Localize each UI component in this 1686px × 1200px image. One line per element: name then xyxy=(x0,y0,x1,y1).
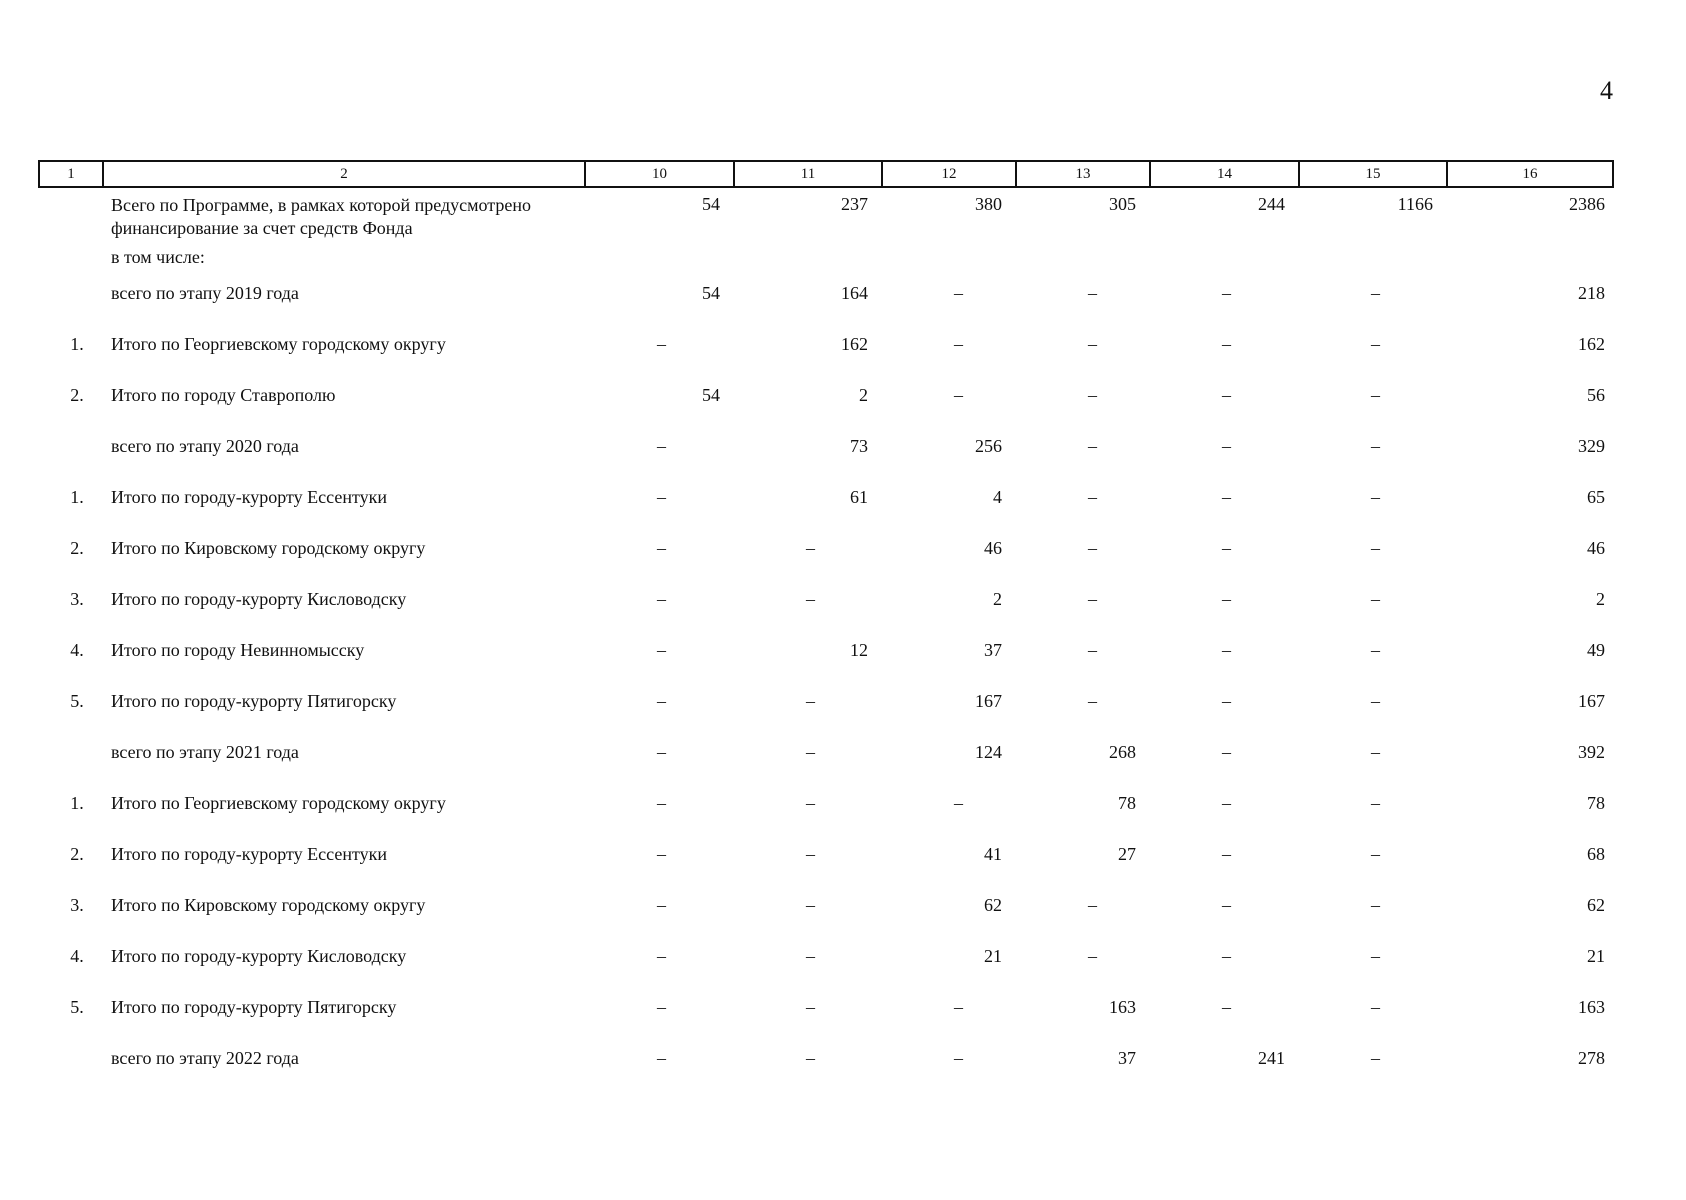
value-cell-c13: – xyxy=(1088,334,1097,354)
value-cell-c15: – xyxy=(1371,793,1380,813)
value-cell-c12: 4 xyxy=(993,487,1002,507)
header-cell: 16 xyxy=(1447,161,1613,187)
header-cell: 1 xyxy=(39,161,103,187)
value-cell-c11: – xyxy=(806,946,815,966)
value-cell-c15: – xyxy=(1371,487,1380,507)
value-cell-c10 xyxy=(585,246,734,268)
value-cell-c11: 61 xyxy=(850,487,868,507)
value-cell-c12: – xyxy=(954,793,963,813)
value-cell-c12: 2 xyxy=(993,589,1002,609)
table-row xyxy=(39,268,1613,319)
row-label: всего по этапу 2020 года xyxy=(111,436,299,456)
value-cell-c14: – xyxy=(1222,385,1231,405)
row-number xyxy=(39,1033,103,1084)
table-row xyxy=(39,829,1613,880)
value-cell-c13: 37 xyxy=(1118,1048,1136,1068)
value-cell-c12: 37 xyxy=(984,640,1002,660)
value-cell-c12: 62 xyxy=(984,895,1002,915)
value-cell-c14: – xyxy=(1222,334,1231,354)
value-cell-c13: – xyxy=(1088,640,1097,660)
table-row xyxy=(39,778,1613,829)
value-cell-c10: – xyxy=(657,538,666,558)
value-cell-c13 xyxy=(1016,246,1150,268)
row-number xyxy=(39,187,103,246)
value-cell-c10: 54 xyxy=(702,385,720,405)
value-cell-c13: 163 xyxy=(1109,997,1136,1017)
value-cell-c15: 1166 xyxy=(1397,194,1433,214)
row-number: 1. xyxy=(70,334,84,354)
value-cell-c11: 162 xyxy=(841,334,868,354)
value-cell-c12 xyxy=(882,246,1016,268)
row-number: 3. xyxy=(70,895,84,915)
table-row xyxy=(39,727,1613,778)
value-cell-c13: – xyxy=(1088,895,1097,915)
header-cell: 2 xyxy=(103,161,585,187)
value-cell-c11: 12 xyxy=(850,640,868,660)
value-cell-c16: 163 xyxy=(1578,997,1605,1017)
header-cell: 10 xyxy=(585,161,734,187)
value-cell-c16: 162 xyxy=(1578,334,1605,354)
header-cell: 13 xyxy=(1016,161,1150,187)
value-cell-c16: 218 xyxy=(1578,283,1605,303)
value-cell-c16: 2386 xyxy=(1569,194,1605,214)
value-cell-c11: – xyxy=(806,844,815,864)
value-cell-c15: – xyxy=(1371,742,1380,762)
table-row xyxy=(39,625,1613,676)
row-number: 5. xyxy=(70,997,84,1017)
value-cell-c12: 21 xyxy=(984,946,1002,966)
row-label: Итого по городу Ставрополю xyxy=(111,385,336,405)
value-cell-c10: – xyxy=(657,436,666,456)
value-cell-c10: – xyxy=(657,1048,666,1068)
value-cell-c12: – xyxy=(954,385,963,405)
value-cell-c16: 49 xyxy=(1587,640,1605,660)
value-cell-c16: 78 xyxy=(1587,793,1605,813)
row-label: Итого по Георгиевскому городскому округу xyxy=(111,793,446,813)
row-label: всего по этапу 2019 года xyxy=(111,283,299,303)
value-cell-c10: – xyxy=(657,640,666,660)
value-cell-c13: 78 xyxy=(1118,793,1136,813)
value-cell-c15: – xyxy=(1371,283,1380,303)
row-label: всего по этапу 2022 года xyxy=(111,1048,299,1068)
value-cell-c10: – xyxy=(657,793,666,813)
value-cell-c12: – xyxy=(954,283,963,303)
value-cell-c13: – xyxy=(1088,691,1097,711)
value-cell-c15: – xyxy=(1371,334,1380,354)
funding-table xyxy=(38,160,1614,1084)
value-cell-c14: – xyxy=(1222,487,1231,507)
row-label: Итого по городу-курорту Кисловодску xyxy=(111,946,407,966)
value-cell-c16: 392 xyxy=(1578,742,1605,762)
row-number: 1. xyxy=(70,487,84,507)
table-row xyxy=(39,370,1613,421)
row-label: всего по этапу 2021 года xyxy=(111,742,299,762)
value-cell-c16: 2 xyxy=(1596,589,1605,609)
value-cell-c11: – xyxy=(806,691,815,711)
value-cell-c11: – xyxy=(806,589,815,609)
value-cell-c15: – xyxy=(1371,844,1380,864)
value-cell-c14: – xyxy=(1222,283,1231,303)
page-number: 4 xyxy=(1600,76,1613,105)
value-cell-c15: – xyxy=(1371,385,1380,405)
value-cell-c12: – xyxy=(954,1048,963,1068)
row-number: 2. xyxy=(70,538,84,558)
value-cell-c15: – xyxy=(1371,538,1380,558)
value-cell-c13: – xyxy=(1088,385,1097,405)
value-cell-c15 xyxy=(1299,246,1447,268)
value-cell-c15: – xyxy=(1371,589,1380,609)
value-cell-c14: – xyxy=(1222,742,1231,762)
value-cell-c15: – xyxy=(1371,1048,1380,1068)
value-cell-c13: – xyxy=(1088,283,1097,303)
value-cell-c11: – xyxy=(806,538,815,558)
value-cell-c13: 27 xyxy=(1118,844,1136,864)
value-cell-c10: 54 xyxy=(702,283,720,303)
value-cell-c11: – xyxy=(806,793,815,813)
value-cell-c14: – xyxy=(1222,538,1231,558)
table-row xyxy=(39,421,1613,472)
value-cell-c15: – xyxy=(1371,895,1380,915)
value-cell-c16: 46 xyxy=(1587,538,1605,558)
row-label: Итого по Кировскому городскому округу xyxy=(111,538,426,558)
row-number xyxy=(39,268,103,319)
value-cell-c14: – xyxy=(1222,844,1231,864)
value-cell-c16: 65 xyxy=(1587,487,1605,507)
value-cell-c16: 329 xyxy=(1578,436,1605,456)
row-label: Итого по городу-курорту Ессентуки xyxy=(111,487,387,507)
row-number xyxy=(39,421,103,472)
value-cell-c14: 244 xyxy=(1258,194,1285,214)
value-cell-c11: – xyxy=(806,742,815,762)
value-cell-c14: – xyxy=(1222,997,1231,1017)
row-label: Итого по Кировскому городскому округу xyxy=(111,895,426,915)
table-row xyxy=(39,523,1613,574)
value-cell-c11: 164 xyxy=(841,283,868,303)
value-cell-c13: – xyxy=(1088,589,1097,609)
value-cell-c10: – xyxy=(657,334,666,354)
table-row xyxy=(39,246,1613,268)
value-cell-c16: 278 xyxy=(1578,1048,1605,1068)
table-row xyxy=(39,982,1613,1033)
value-cell-c13: – xyxy=(1088,946,1097,966)
value-cell-c15: – xyxy=(1371,436,1380,456)
value-cell-c11 xyxy=(734,246,882,268)
value-cell-c11: – xyxy=(806,997,815,1017)
value-cell-c13: – xyxy=(1088,487,1097,507)
row-number: 4. xyxy=(70,946,84,966)
value-cell-c15: – xyxy=(1371,946,1380,966)
row-label: Всего по Программе, в рамках которой предусмотрено финансирование за счет средств Фонда xyxy=(111,195,532,238)
header-cell: 15 xyxy=(1299,161,1447,187)
row-number: 2. xyxy=(70,385,84,405)
row-number: 3. xyxy=(70,589,84,609)
value-cell-c16: 56 xyxy=(1587,385,1605,405)
table-body xyxy=(39,187,1613,1084)
table-row xyxy=(39,1033,1613,1084)
header-row xyxy=(39,161,1613,187)
value-cell-c12: 256 xyxy=(975,436,1002,456)
value-cell-c15: – xyxy=(1371,691,1380,711)
value-cell-c16: 62 xyxy=(1587,895,1605,915)
value-cell-c14: – xyxy=(1222,589,1231,609)
value-cell-c14: – xyxy=(1222,640,1231,660)
value-cell-c13: – xyxy=(1088,538,1097,558)
row-label: в том числе: xyxy=(111,246,205,267)
value-cell-c16: 68 xyxy=(1587,844,1605,864)
value-cell-c13: 268 xyxy=(1109,742,1136,762)
header-cell: 11 xyxy=(734,161,882,187)
value-cell-c13: 305 xyxy=(1109,194,1136,214)
row-label: Итого по городу-курорту Пятигорску xyxy=(111,997,397,1017)
table-row xyxy=(39,880,1613,931)
row-label: Итого по городу-курорту Пятигорску xyxy=(111,691,397,711)
row-label: Итого по городу-курорту Кисловодску xyxy=(111,589,407,609)
value-cell-c14 xyxy=(1150,246,1299,268)
value-cell-c15: – xyxy=(1371,640,1380,660)
value-cell-c14: – xyxy=(1222,946,1231,966)
value-cell-c10: – xyxy=(657,589,666,609)
value-cell-c14: – xyxy=(1222,436,1231,456)
value-cell-c10: – xyxy=(657,742,666,762)
value-cell-c12: – xyxy=(954,997,963,1017)
value-cell-c12: 124 xyxy=(975,742,1002,762)
value-cell-c14: 241 xyxy=(1258,1048,1285,1068)
row-label: Итого по городу Невинномысску xyxy=(111,640,365,660)
table-row xyxy=(39,676,1613,727)
value-cell-c10: – xyxy=(657,487,666,507)
value-cell-c10: 54 xyxy=(702,194,720,214)
value-cell-c11: 2 xyxy=(859,385,868,405)
header-cell: 14 xyxy=(1150,161,1299,187)
value-cell-c14: – xyxy=(1222,691,1231,711)
value-cell-c10: – xyxy=(657,946,666,966)
value-cell-c11: – xyxy=(806,895,815,915)
table-row xyxy=(39,187,1613,246)
value-cell-c10: – xyxy=(657,895,666,915)
table-row xyxy=(39,931,1613,982)
header-cell: 12 xyxy=(882,161,1016,187)
funding-table-container xyxy=(38,160,1612,1084)
table-row xyxy=(39,574,1613,625)
value-cell-c13: – xyxy=(1088,436,1097,456)
row-number xyxy=(39,727,103,778)
value-cell-c14: – xyxy=(1222,895,1231,915)
row-number xyxy=(39,246,103,268)
value-cell-c12: – xyxy=(954,334,963,354)
value-cell-c12: 46 xyxy=(984,538,1002,558)
table-row xyxy=(39,319,1613,370)
value-cell-c11: 73 xyxy=(850,436,868,456)
table-row xyxy=(39,472,1613,523)
value-cell-c12: 380 xyxy=(975,194,1002,214)
row-label: Итого по Георгиевскому городскому округу xyxy=(111,334,446,354)
value-cell-c11: – xyxy=(806,1048,815,1068)
value-cell-c16 xyxy=(1447,246,1613,268)
row-label: Итого по городу-курорту Ессентуки xyxy=(111,844,387,864)
value-cell-c16: 167 xyxy=(1578,691,1605,711)
value-cell-c16: 21 xyxy=(1587,946,1605,966)
value-cell-c12: 41 xyxy=(984,844,1002,864)
value-cell-c10: – xyxy=(657,997,666,1017)
value-cell-c11: 237 xyxy=(841,194,868,214)
row-number: 5. xyxy=(70,691,84,711)
value-cell-c12: 167 xyxy=(975,691,1002,711)
row-number: 4. xyxy=(70,640,84,660)
value-cell-c14: – xyxy=(1222,793,1231,813)
value-cell-c10: – xyxy=(657,844,666,864)
value-cell-c10: – xyxy=(657,691,666,711)
value-cell-c15: – xyxy=(1371,997,1380,1017)
row-number: 2. xyxy=(70,844,84,864)
row-number: 1. xyxy=(70,793,84,813)
